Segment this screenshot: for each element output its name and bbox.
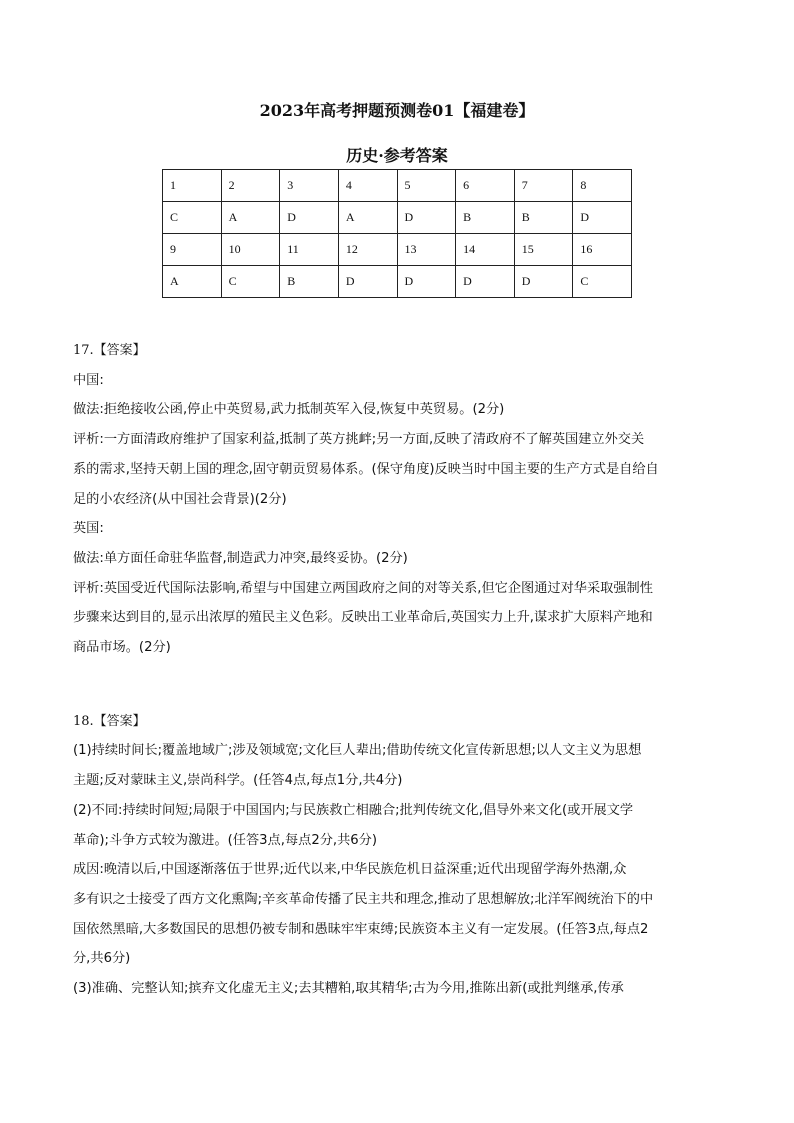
table-row bbox=[163, 234, 632, 266]
q17-heading: 17.【答案】 bbox=[73, 343, 146, 358]
q17-britain-comment-line: 商品市场。(2分) bbox=[73, 640, 171, 656]
table-cell: 10 bbox=[221, 234, 280, 266]
table-cell: C bbox=[163, 202, 222, 234]
table-row bbox=[163, 170, 632, 202]
table-cell: D bbox=[514, 266, 573, 298]
table-cell: D bbox=[573, 202, 632, 234]
q18-part2-line: 革命);斗争方式较为激进。(任答3点,每点2分,共6分) bbox=[73, 832, 377, 848]
table-cell: A bbox=[163, 266, 222, 298]
q18-heading: 18.【答案】 bbox=[73, 713, 146, 729]
table-cell: 12 bbox=[338, 234, 397, 266]
q18-part2-line: (2)不同:持续时间短;局限于中国国内;与民族救亡相融合;批判传统文化,倡导外来文化(或开展文学 bbox=[73, 802, 634, 818]
table-cell: B bbox=[514, 202, 573, 234]
table-cell: C bbox=[573, 266, 632, 298]
q17-china-comment-line: 足的小农经济(从中国社会背景)(2分) bbox=[73, 491, 287, 507]
table-row bbox=[163, 202, 632, 234]
q18-cause-line: 国依然黑暗,大多数国民的思想仍被专制和愚昧牢牢束缚;民族资本主义有一定发展。(任答3点,每点2 bbox=[73, 921, 649, 937]
table-cell: 7 bbox=[514, 170, 573, 202]
section-gap bbox=[73, 663, 723, 707]
table-cell: D bbox=[397, 266, 456, 298]
table-cell: 1 bbox=[163, 170, 222, 202]
q17-china-comment-line: 评析:一方面清政府维护了国家利益,抵制了英方挑衅;另一方面,反映了清政府不了解英国建立外交关 bbox=[73, 432, 645, 448]
table-cell: 13 bbox=[397, 234, 456, 266]
q17-china-practice: 做法:拒绝接收公函,停止中英贸易,武力抵制英军入侵,恢复中英贸易。(2分) bbox=[73, 402, 505, 418]
table-cell: D bbox=[280, 202, 339, 234]
q18-cause-line: 多有识之士接受了西方文化熏陶;辛亥革命传播了民主共和理念,推动了思想解放;北洋军阀统治下的中 bbox=[73, 891, 654, 907]
q17-britain-label: 英国: bbox=[73, 521, 104, 537]
table-cell: 14 bbox=[456, 234, 515, 266]
page-subtitle: 历史·参考答案 bbox=[346, 146, 448, 165]
table-cell: 16 bbox=[573, 234, 632, 266]
table-cell: D bbox=[456, 266, 515, 298]
table-cell: A bbox=[338, 202, 397, 234]
table-cell: 11 bbox=[280, 234, 339, 266]
q18-cause-line: 分,共6分) bbox=[73, 951, 131, 967]
page-title: 2023年高考押题预测卷01【福建卷】 bbox=[259, 101, 535, 120]
table-cell: A bbox=[221, 202, 280, 234]
q17-britain-comment-line: 步骤来达到目的,显示出浓厚的殖民主义色彩。反映出工业革命后,英国实力上升,谋求扩大原料产地和 bbox=[73, 610, 653, 626]
table-cell: 6 bbox=[456, 170, 515, 202]
table-cell: 15 bbox=[514, 234, 573, 266]
q18-cause-line: 成因:晚清以后,中国逐渐落伍于世界;近代以来,中华民族危机日益深重;近代出现留学海外热潮,众 bbox=[73, 862, 627, 878]
q18-part1-line: (1)持续时间长;覆盖地域广;涉及领域宽;文化巨人辈出;借助传统文化宣传新思想;以人文主义为思想 bbox=[73, 743, 642, 759]
table-cell: B bbox=[456, 202, 515, 234]
table-cell: D bbox=[338, 266, 397, 298]
q18-part1-line: 主题;反对蒙昧主义,崇尚科学。(任答4点,每点1分,共4分) bbox=[73, 773, 403, 789]
q17-britain-comment-line: 评析:英国受近代国际法影响,希望与中国建立两国政府之间的对等关系,但它企图通过对华采取强制性 bbox=[73, 580, 653, 596]
q17-china-label: 中国: bbox=[73, 372, 104, 388]
table-cell: 9 bbox=[163, 234, 222, 266]
table-cell: C bbox=[221, 266, 280, 298]
q17-china-comment-line: 系的需求,坚持天朝上国的理念,固守朝贡贸易体系。(保守角度)反映当时中国主要的生产方式是自给自 bbox=[73, 461, 659, 477]
table-cell: 3 bbox=[280, 170, 339, 202]
table-cell: D bbox=[397, 202, 456, 234]
q18-part3-line: (3)准确、完整认知;摈弃文化虚无主义;去其糟粕,取其精华;古为今用,推陈出新(或批判继承,传承 bbox=[73, 981, 624, 997]
answer-table bbox=[162, 169, 632, 298]
q17-britain-practice: 做法:单方面任命驻华监督,制造武力冲突,最终妥协。(2分) bbox=[73, 550, 408, 566]
table-row bbox=[163, 266, 632, 298]
table-cell: 2 bbox=[221, 170, 280, 202]
table-cell: B bbox=[280, 266, 339, 298]
table-cell: 4 bbox=[338, 170, 397, 202]
table-cell: 8 bbox=[573, 170, 632, 202]
table-cell: 5 bbox=[397, 170, 456, 202]
answer-content bbox=[73, 336, 723, 1004]
